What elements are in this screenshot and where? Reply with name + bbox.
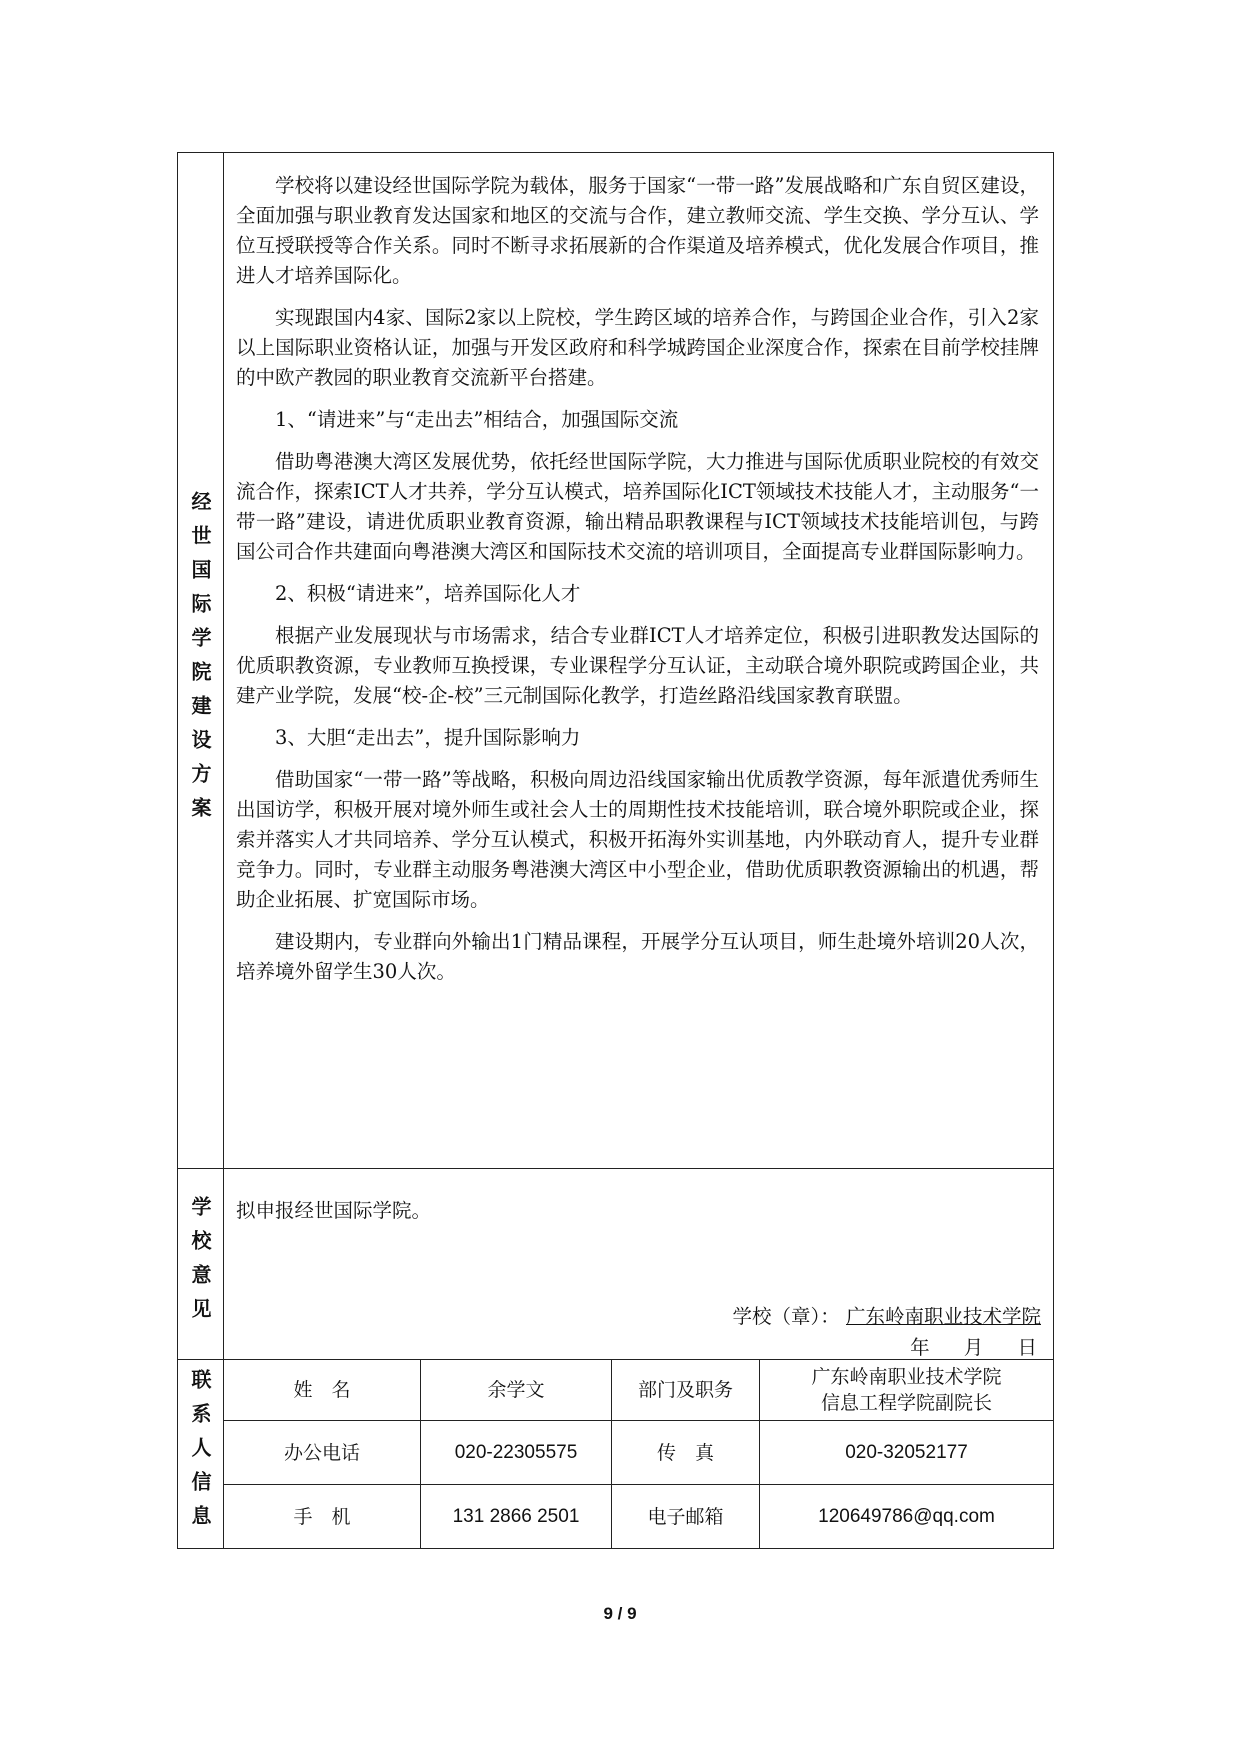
school-opinion-label: 学校意见 <box>188 1196 212 1332</box>
construction-plan-label: 经世国际学院建设方案 <box>188 490 212 831</box>
mobile-label: 手 机 <box>224 1485 421 1548</box>
contact-info-label: 联系人信息 <box>188 1369 212 1539</box>
school-opinion-content <box>224 1169 1053 1359</box>
name-value: 余学文 <box>421 1360 612 1421</box>
email-label: 电子邮箱 <box>612 1485 760 1548</box>
paragraph-4: 根据产业发展现状与市场需求，结合专业群ICT人才培养定位，积极引进职教发达国际的优质职教资源，专业教师互换授课，专业课程学分互认证，主动联合境外职院或跨国企业，共建产业学院，发展“校-企-校”三元制国际化教学，打造丝路沿线国家教育联盟。 <box>236 624 1039 707</box>
fax-label: 传 真 <box>612 1421 760 1485</box>
school-stamp-name: 广东岭南职业技术学院 <box>845 1305 1041 1328</box>
fax-value: 020-32052177 <box>760 1421 1053 1485</box>
email-value: 120649786@qq.com <box>818 1505 995 1527</box>
paragraph-5: 借助国家“一带一路”等战略，积极向周边沿线国家输出优质教学资源，每年派遣优秀师生出国访学，积极开展对境外师生或社会人士的周期性技术技能培训，联合境外职院或企业，探索并落实人才共同培养、学分互认模式，积极开拓海外实训基地，内外联动育人，提升专业群竞争力。同时，专业群主动服务粤港澳大湾区中小型企业，借助优质职教资源输出的机遇，帮助企业拓展、扩宽国际市场。 <box>236 768 1039 911</box>
school-opinion-text: 拟申报经世国际学院。 <box>236 1199 432 1222</box>
section-heading-1: 1、“请进来”与“走出去”相结合，加强国际交流 <box>275 408 679 431</box>
application-form-table <box>177 152 1054 1549</box>
contact-info-label-cell <box>178 1360 224 1548</box>
paragraph-2: 实现跟国内4家、国际2家以上院校，学生跨区域的培养合作，与跨国企业合作，引入2家以上国际职业资格认证，加强与开发区政府和科学城跨国企业深度合作，探索在目前学校挂牌的中欧产教园的职业教育交流新平台搭建。 <box>236 306 1039 389</box>
office-phone-value: 020-22305575 <box>421 1421 612 1485</box>
construction-plan-content <box>224 153 1053 1168</box>
section-heading-2: 2、积极“请进来”，培养国际化人才 <box>275 582 581 605</box>
paragraph-6: 建设期内，专业群向外输出1门精品课程，开展学分互认项目，师生赴境外培训20人次，培养境外留学生30人次。 <box>236 930 1039 983</box>
page-number: 9 / 9 <box>603 1604 637 1623</box>
school-opinion-date: 年 月 日 <box>910 1336 1039 1359</box>
contact-info-row <box>178 1360 1053 1548</box>
school-opinion-label-cell <box>178 1169 224 1359</box>
mobile-value: 131 2866 2501 <box>421 1485 612 1548</box>
construction-plan-label-cell <box>178 153 224 1168</box>
construction-plan-row <box>178 153 1053 1169</box>
contact-info-grid <box>224 1360 1053 1548</box>
name-label: 姓 名 <box>224 1360 421 1421</box>
school-opinion-row <box>178 1169 1053 1360</box>
paragraph-1: 学校将以建设经世国际学院为载体，服务于国家“一带一路”发展战略和广东自贸区建设，全面加强与职业教育发达国家和地区的交流与合作，建立教师交流、学生交换、学分互认、学位互授联授等合作关系。同时不断寻求拓展新的合作渠道及培养模式，优化发展合作项目，推进人才培养国际化。 <box>236 174 1039 287</box>
school-stamp-line <box>733 1301 1041 1329</box>
paragraph-3: 借助粤港澳大湾区发展优势，依托经世国际学院，大力推进与国际优质职业院校的有效交流合作，探索ICT人才共养，学分互认模式，培养国际化ICT领域技术技能人才，主动服务“一带一路”建设，请进优质职业教育资源，输出精品职教课程与ICT领域技术技能培训包，与跨国公司合作共建面向粤港澳大湾区和国际技术交流的培训项目，全面提高专业群国际影响力。 <box>236 450 1039 563</box>
office-phone-label: 办公电话 <box>224 1421 421 1485</box>
department-label: 部门及职务 <box>612 1360 760 1421</box>
department-value <box>760 1360 1053 1421</box>
department-value-line2: 信息工程学院副院长 <box>820 1392 992 1414</box>
section-heading-3: 3、大胆“走出去”，提升国际影响力 <box>275 726 581 749</box>
school-stamp-label: 学校（章）： <box>732 1305 840 1328</box>
department-value-line1: 广东岭南职业技术学院 <box>811 1366 1002 1388</box>
